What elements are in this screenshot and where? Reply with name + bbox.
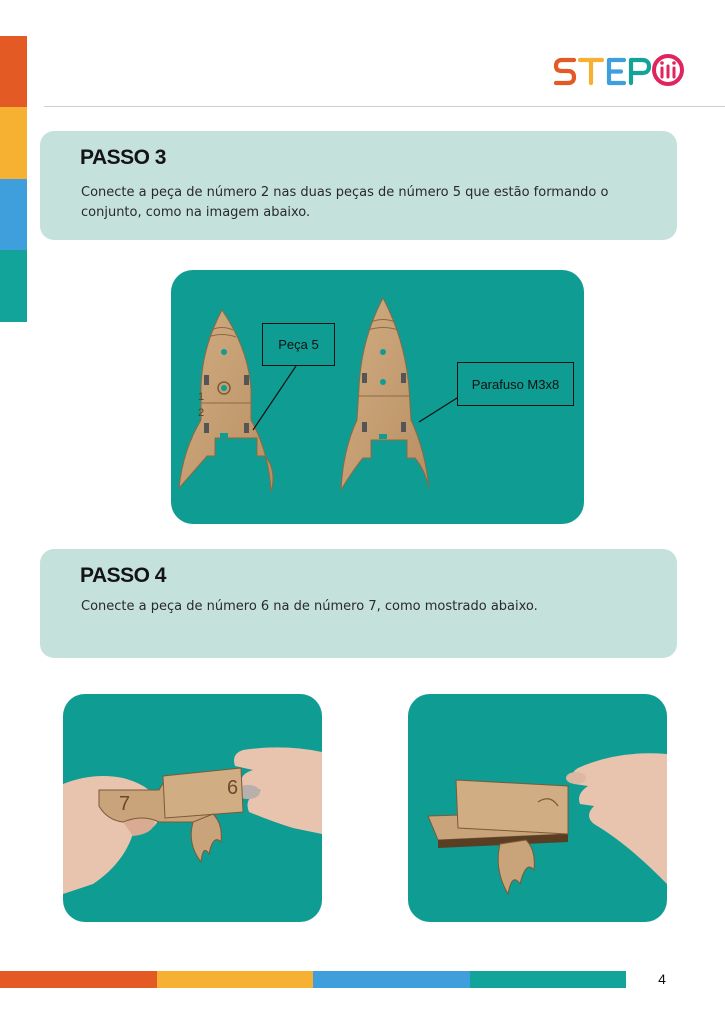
- strip-teal: [0, 250, 27, 322]
- callout-parafuso: Parafuso M3x8: [457, 362, 574, 406]
- strip-yellow: [0, 107, 27, 179]
- step-4-text: Conecte a peça de número 6 na de número 7, como mostrado abaixo.: [81, 599, 538, 614]
- step-4-title: PASSO 4: [80, 564, 166, 587]
- hands-piece-labels: [63, 694, 322, 922]
- step-4-photo-left: [63, 694, 322, 922]
- callout-peca-5: Peça 5: [262, 323, 335, 366]
- footer-bar-yellow: [157, 971, 313, 988]
- piece-label-7: 7: [119, 793, 131, 815]
- step-3-box: [40, 131, 677, 240]
- header-divider: [44, 106, 725, 107]
- step-4-box: [40, 549, 677, 658]
- assembled-piece-illustration: [408, 694, 667, 922]
- piece-label-6: 6: [227, 777, 239, 799]
- footer-bar-blue: [313, 971, 470, 988]
- footer-color-bar: [0, 971, 626, 988]
- strip-blue: [0, 179, 27, 250]
- strip-orange: [0, 36, 27, 107]
- rocket-left: [179, 310, 273, 492]
- step-3-text: Conecte a peça de número 2 nas duas peças de número 5 que estão formando o conjunto, como na imagem abaixo.: [81, 185, 609, 220]
- rocket-label-2: 2: [198, 407, 205, 419]
- step-3-title: PASSO 3: [80, 146, 166, 169]
- rocket-right: [341, 298, 429, 490]
- rocket-label-1: 1: [198, 391, 205, 403]
- page-number: 4: [658, 971, 666, 987]
- footer-bar-teal: [470, 971, 626, 988]
- step-3-photo: [171, 270, 584, 524]
- footer-bar-orange: [0, 971, 157, 988]
- step-logo: [552, 50, 686, 90]
- step-4-photo-right: [408, 694, 667, 922]
- side-color-strip: [0, 36, 27, 322]
